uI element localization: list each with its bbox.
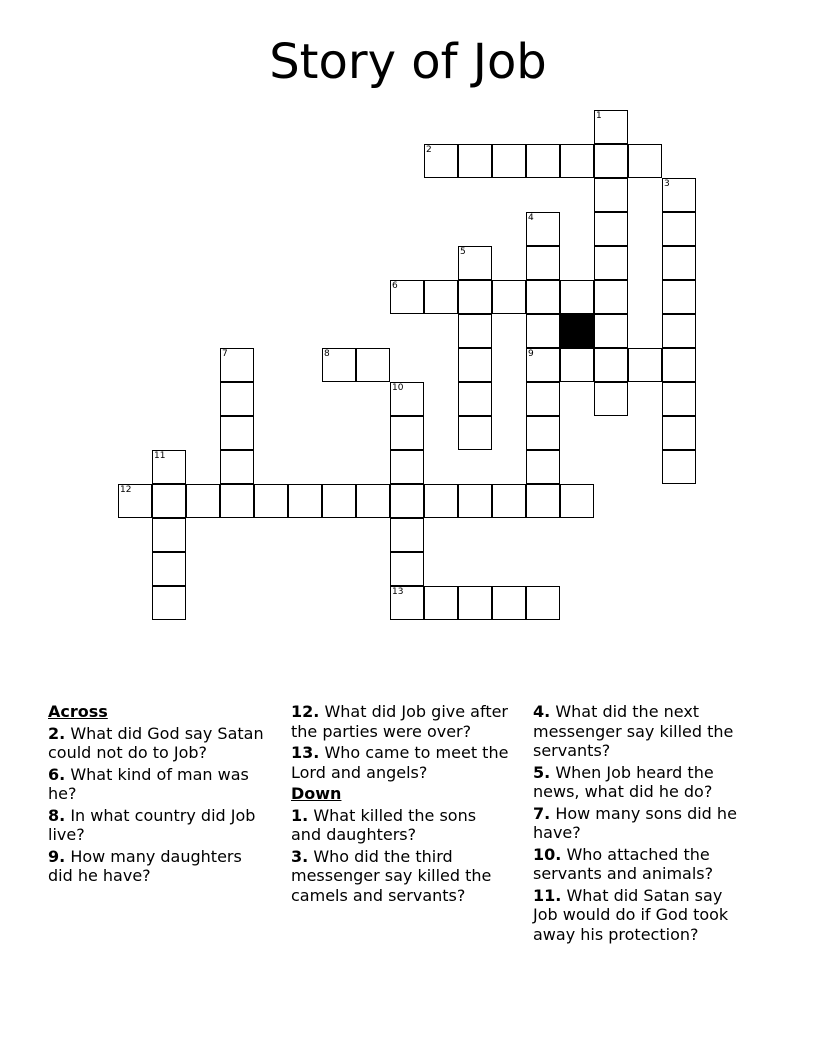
grid-cell[interactable] — [458, 382, 492, 416]
grid-cell[interactable] — [662, 212, 696, 246]
grid-cell[interactable] — [594, 178, 628, 212]
grid-cell[interactable] — [526, 416, 560, 450]
grid-cell[interactable] — [594, 246, 628, 280]
clue-number-label: 11 — [154, 451, 166, 461]
grid-cell[interactable] — [424, 144, 458, 178]
clue-text: Who did the third messenger say killed the camels and servants? — [291, 846, 492, 905]
grid-cell[interactable] — [356, 484, 390, 518]
grid-cell[interactable] — [560, 280, 594, 314]
grid-cell[interactable] — [526, 484, 560, 518]
clue-number-label: 6 — [392, 281, 398, 291]
grid-cell[interactable] — [594, 280, 628, 314]
grid-cell[interactable] — [628, 144, 662, 178]
down-clue[interactable] — [533, 886, 751, 945]
grid-cell[interactable] — [152, 484, 186, 518]
grid-cell[interactable] — [560, 348, 594, 382]
clue-number-label: 12 — [120, 485, 132, 495]
clue-text: Who attached the servants and animals? — [533, 844, 714, 883]
clue-column-2 — [291, 702, 509, 907]
grid-cell[interactable] — [220, 416, 254, 450]
grid-cell[interactable] — [152, 450, 186, 484]
grid-cell[interactable] — [594, 314, 628, 348]
grid-cell[interactable] — [526, 280, 560, 314]
grid-cell[interactable] — [390, 552, 424, 586]
clue-number: 5. — [533, 762, 551, 782]
across-clue[interactable] — [291, 743, 509, 782]
grid-cell[interactable] — [390, 484, 424, 518]
grid-cell[interactable] — [458, 586, 492, 620]
clue-text: What did Satan say Job would do if God took away his protection? — [533, 885, 729, 944]
grid-cell[interactable] — [492, 484, 526, 518]
down-clue[interactable] — [533, 763, 751, 802]
clue-number-label: 10 — [392, 383, 404, 393]
grid-cell[interactable] — [152, 552, 186, 586]
clue-number-label: 7 — [222, 349, 228, 359]
grid-cell[interactable] — [526, 586, 560, 620]
down-heading: Down — [291, 784, 342, 803]
clue-number-label: 1 — [596, 111, 602, 121]
grid-cell[interactable] — [390, 416, 424, 450]
clue-number-label: 4 — [528, 213, 534, 223]
grid-cell[interactable] — [458, 314, 492, 348]
grid-cell[interactable] — [118, 484, 152, 518]
grid-cell[interactable] — [152, 518, 186, 552]
grid-cell[interactable] — [662, 450, 696, 484]
clue-number: 3. — [291, 846, 309, 866]
across-clue[interactable] — [48, 806, 266, 845]
clue-number: 11. — [533, 885, 562, 905]
grid-cell[interactable] — [526, 314, 560, 348]
grid-cell[interactable] — [662, 416, 696, 450]
grid-cell[interactable] — [492, 586, 526, 620]
grid-cell[interactable] — [458, 416, 492, 450]
across-clue[interactable] — [48, 724, 266, 763]
grid-cell[interactable] — [662, 382, 696, 416]
grid-cell[interactable] — [526, 450, 560, 484]
grid-cell[interactable] — [662, 280, 696, 314]
grid-cell[interactable] — [594, 110, 628, 144]
across-clue[interactable] — [48, 765, 266, 804]
puzzle-title: Story of Job — [269, 34, 547, 90]
grid-cell[interactable] — [220, 382, 254, 416]
grid-cell[interactable] — [526, 382, 560, 416]
grid-cell[interactable] — [186, 484, 220, 518]
grid-cell[interactable] — [424, 484, 458, 518]
clue-number: 2. — [48, 723, 66, 743]
grid-cell[interactable] — [458, 348, 492, 382]
grid-cell[interactable] — [390, 518, 424, 552]
grid-cell[interactable] — [152, 586, 186, 620]
clue-number-label: 13 — [392, 587, 404, 597]
down-clue[interactable] — [533, 702, 751, 761]
grid-cell[interactable] — [220, 348, 254, 382]
clue-column-3 — [533, 702, 751, 946]
clue-column-1 — [48, 702, 266, 888]
grid-cell[interactable] — [322, 484, 356, 518]
down-clue[interactable] — [291, 847, 509, 906]
clue-number-label: 8 — [324, 349, 330, 359]
clue-text: How many sons did he have? — [533, 803, 737, 842]
grid-cell[interactable] — [662, 348, 696, 382]
grid-cell[interactable] — [390, 586, 424, 620]
grid-cell[interactable] — [594, 144, 628, 178]
clue-number: 13. — [291, 743, 320, 762]
clue-number-label: 9 — [528, 349, 534, 359]
clue-text: What killed the sons and daughters? — [291, 805, 477, 844]
blocked-cell — [560, 314, 594, 348]
grid-cell[interactable] — [594, 212, 628, 246]
grid-cell[interactable] — [254, 484, 288, 518]
grid-cell[interactable] — [594, 382, 628, 416]
clue-number: 4. — [533, 702, 551, 721]
clue-text: What did Job give after the parties were over? — [291, 702, 509, 741]
grid-cell[interactable] — [526, 144, 560, 178]
clue-number-label: 5 — [460, 247, 466, 257]
clue-number: 8. — [48, 805, 66, 825]
grid-cell[interactable] — [458, 144, 492, 178]
grid-cell[interactable] — [662, 246, 696, 280]
grid-cell[interactable] — [390, 280, 424, 314]
across-heading: Across — [48, 702, 108, 721]
grid-cell[interactable] — [492, 144, 526, 178]
grid-cell[interactable] — [560, 144, 594, 178]
grid-cell[interactable] — [662, 178, 696, 212]
grid-cell[interactable] — [458, 280, 492, 314]
clue-number-label: 3 — [664, 179, 670, 189]
clue-number-label: 2 — [426, 145, 432, 155]
clue-text: What kind of man was he? — [48, 764, 249, 803]
across-clue[interactable] — [48, 847, 266, 886]
grid-cell[interactable] — [458, 484, 492, 518]
clue-text: In what country did Job live? — [48, 805, 256, 844]
grid-cell[interactable] — [322, 348, 356, 382]
clue-number: 1. — [291, 805, 309, 825]
grid-cell[interactable] — [220, 450, 254, 484]
grid-cell[interactable] — [220, 484, 254, 518]
grid-cell[interactable] — [560, 484, 594, 518]
grid-cell[interactable] — [390, 382, 424, 416]
clue-number: 10. — [533, 844, 562, 864]
down-clue[interactable] — [533, 845, 751, 884]
grid-cell[interactable] — [356, 348, 390, 382]
grid-cell[interactable] — [628, 348, 662, 382]
clue-text: When Job heard the news, what did he do? — [533, 762, 714, 801]
clue-text: What did the next messenger say killed the servants? — [533, 702, 734, 760]
grid-cell[interactable] — [526, 212, 560, 246]
clue-text: Who came to meet the Lord and angels? — [291, 743, 509, 782]
grid-cell[interactable] — [662, 314, 696, 348]
grid-cell[interactable] — [526, 348, 560, 382]
grid-cell[interactable] — [288, 484, 322, 518]
grid-cell[interactable] — [492, 280, 526, 314]
grid-cell[interactable] — [390, 450, 424, 484]
grid-cell[interactable] — [458, 246, 492, 280]
clue-text: What did God say Satan could not do to Job? — [48, 723, 264, 762]
down-clue[interactable] — [291, 806, 509, 845]
clue-number: 6. — [48, 764, 66, 784]
clue-text: How many daughters did he have? — [48, 846, 242, 885]
clue-number: 12. — [291, 702, 320, 721]
down-clue[interactable] — [533, 804, 751, 843]
clue-number: 7. — [533, 803, 551, 823]
across-clue[interactable] — [291, 702, 509, 741]
grid-cell[interactable] — [424, 586, 458, 620]
clue-number: 9. — [48, 846, 66, 866]
grid-cell[interactable] — [424, 280, 458, 314]
grid-cell[interactable] — [594, 348, 628, 382]
grid-cell[interactable] — [526, 246, 560, 280]
